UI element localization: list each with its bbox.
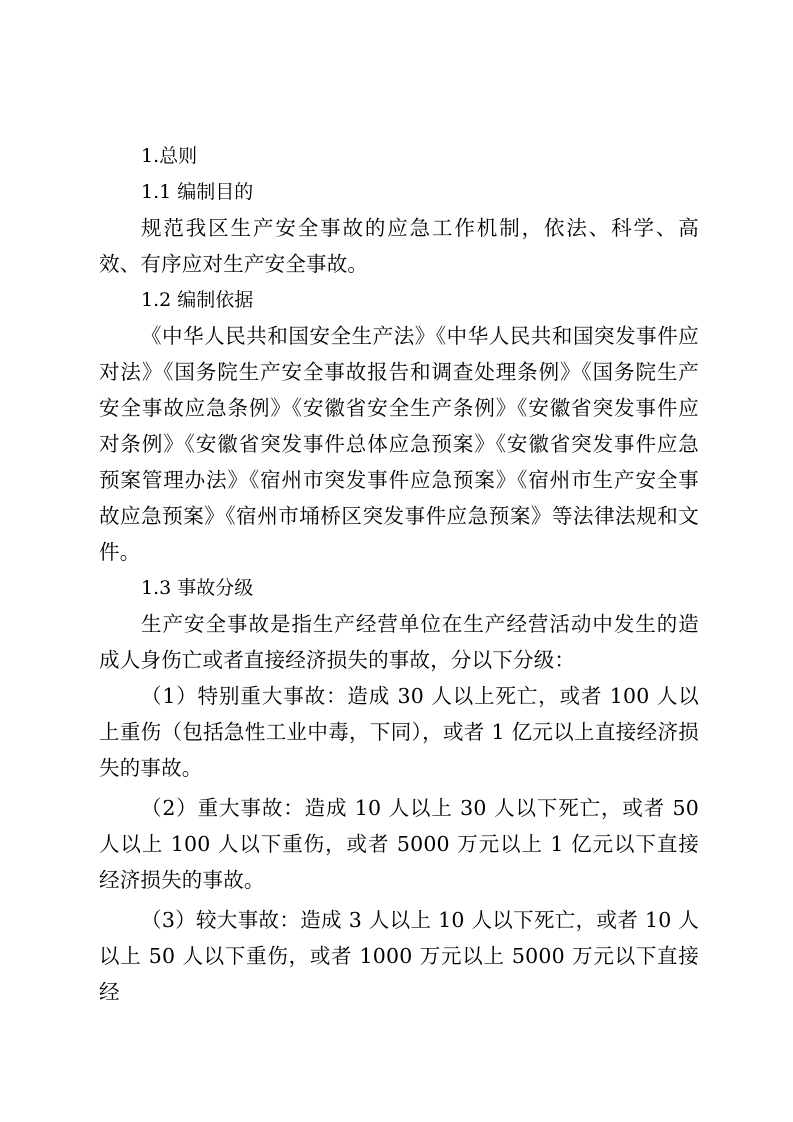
grading-item-major: （2）重大事故：造成 10 人以上 30 人以下死亡，或者 50 人以上 100 人以下重伤，或者 5000 万元以上 1 亿元以下直接经济损失的事故。 xyxy=(99,796,699,892)
section-heading-basis: 1.2 编制依据 xyxy=(141,289,254,311)
grading-item-especially-major: （1）特别重大事故：造成 30 人以上死亡，或者 100 人以上重伤（包括急性工业中毒，下同），或者 1 亿元以上直接经济损失的事故。 xyxy=(99,684,699,780)
document-body xyxy=(99,138,699,1010)
grading-item-larger: （3）较大事故：造成 3 人以上 10 人以下死亡，或者 10 人以上 50 人以下重伤，或者 1000 万元以上 5000 万元以下直接经 xyxy=(99,908,699,1004)
purpose-paragraph: 规范我区生产安全事故的应急工作机制，依法、科学、高效、有序应对生产安全事故。 xyxy=(99,216,699,276)
section-heading-general: 1.总则 xyxy=(141,145,198,167)
section-heading-grading: 1.3 事故分级 xyxy=(141,577,254,599)
basis-paragraph: 《中华人民共和国安全生产法》《中华人民共和国突发事件应对法》《国务院生产安全事故报告和调查处理条例》《国务院生产安全事故应急条例》《安徽省安全生产条例》《安徽省突发事件应对条例》《安徽省突发事件总体应急预案》《安徽省突发事件应急预案管理办法》《宿州市突发事件应急预案》《宿州市生产安全事故应急预案》《宿州市埇桥区突发事件应急预案》等法律法规和文件。 xyxy=(99,324,699,564)
grading-intro-paragraph: 生产安全事故是指生产经营单位在生产经营活动中发生的造成人身伤亡或者直接经济损失的事故，分以下分级： xyxy=(99,612,699,672)
section-heading-purpose: 1.1 编制目的 xyxy=(141,181,254,203)
